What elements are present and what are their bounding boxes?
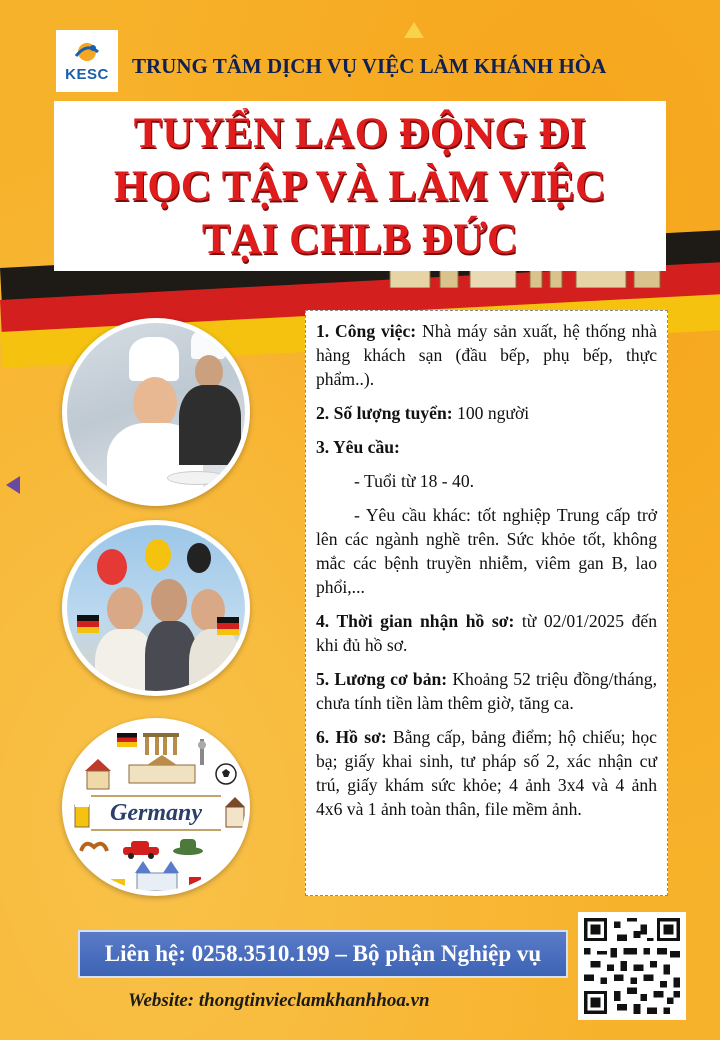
plate-icon: [167, 471, 227, 485]
job-label: 1. Công việc:: [316, 321, 417, 341]
time-text: từ 02/01/2025 đến khi đủ hồ sơ.: [316, 611, 657, 655]
germany-label: Germany: [91, 795, 221, 831]
student-body: [189, 629, 241, 696]
age-requirement: - Tuổi từ 18 - 40.: [354, 471, 475, 491]
decorative-triangle: [404, 22, 424, 38]
brandenburg-gate-icon: [141, 727, 181, 757]
chef-face: [195, 355, 223, 389]
quantity-label: 2. Số lượng tuyển:: [316, 403, 453, 423]
chef-coat: [179, 385, 241, 465]
soccer-ball-icon: [215, 763, 237, 785]
pretzel-icon: [77, 837, 111, 857]
decorative-triangle: [6, 476, 20, 494]
other-requirements: - Yêu cầu khác: tốt nghiệp Trung cấp trở lên các ngành nghề trên. Sức khỏe tốt, không mắc các bệnh truyền nhiễm, viêm gan B, lao phổi,...: [316, 505, 657, 597]
castle-icon: [107, 861, 207, 891]
requirements-label: 3. Yêu cầu:: [316, 437, 400, 457]
salary-item: [316, 667, 657, 715]
students-photo: [62, 520, 250, 696]
title-line-1: TUYỂN LAO ĐỘNG ĐI: [133, 109, 587, 157]
hat-icon: [171, 835, 205, 857]
title-banner: [54, 101, 666, 271]
website-link[interactable]: Website: thongtinvieclamkhanhhoa.vn: [128, 990, 430, 1011]
logo-swirl-icon: [70, 40, 104, 66]
house-icon: [83, 757, 113, 791]
requirements-item: [316, 435, 657, 459]
salary-label: 5. Lương cơ bản:: [316, 669, 448, 689]
job-item: [316, 319, 657, 391]
time-label: 4. Thời gian nhận hồ sơ:: [316, 611, 515, 631]
documents-text: Bằng cấp, bảng điểm; hộ chiếu; học bạ; giấy khai sinh, tư pháp số 2, xác nhận cư trú, giấy khám sức khỏe; 4 ảnh 3x4 và 4 ảnh 4x6 và 1 ảnh toàn thân, file mềm ảnh.: [316, 727, 657, 819]
timber-house-icon: [223, 795, 247, 829]
quantity-item: [316, 401, 657, 425]
documents-item: [316, 725, 657, 821]
student-face: [107, 587, 143, 631]
chef-hat-icon: [129, 337, 179, 381]
beer-mug-icon: [73, 799, 95, 829]
kesc-logo: [56, 30, 118, 92]
german-flag-icon: [217, 617, 239, 635]
job-text: Nhà máy sản xuất, hệ thống nhà hàng khách sạn (đầu bếp, phụ bếp, thực phẩm..).: [316, 321, 657, 389]
time-item: [316, 609, 657, 657]
quantity-text: 100 người: [452, 403, 530, 423]
balloon-icon: [97, 549, 127, 585]
logo-text: KESC: [65, 65, 109, 83]
chef-face: [133, 377, 177, 429]
german-flag-icon: [77, 615, 99, 633]
german-flag-icon: [117, 733, 137, 747]
building-icon: [127, 755, 197, 785]
chef-photo: [62, 318, 250, 506]
qr-code[interactable]: [578, 912, 686, 1020]
germany-illustration: [62, 718, 250, 896]
car-icon: [121, 839, 161, 859]
job-details-panel: [305, 310, 668, 896]
balloon-icon: [187, 543, 211, 573]
qr-code-icon: [584, 918, 680, 1014]
title-line-3: TẠI CHLB ĐỨC: [201, 215, 519, 263]
balloon-icon: [145, 539, 171, 571]
salary-text: Khoảng 52 triệu đồng/tháng, chưa tính tiền làm thêm giờ, tăng ca.: [316, 669, 657, 713]
organization-name: TRUNG TÂM DỊCH VỤ VIỆC LÀM KHÁNH HÒA: [132, 54, 607, 78]
student-face: [151, 579, 187, 623]
title-line-2: HỌC TẬP VÀ LÀM VIỆC: [113, 162, 607, 210]
documents-label: 6. Hồ sơ:: [316, 727, 387, 747]
contact-banner: Liên hệ: 0258.3510.199 – Bộ phận Nghiệp vụ: [78, 930, 568, 978]
